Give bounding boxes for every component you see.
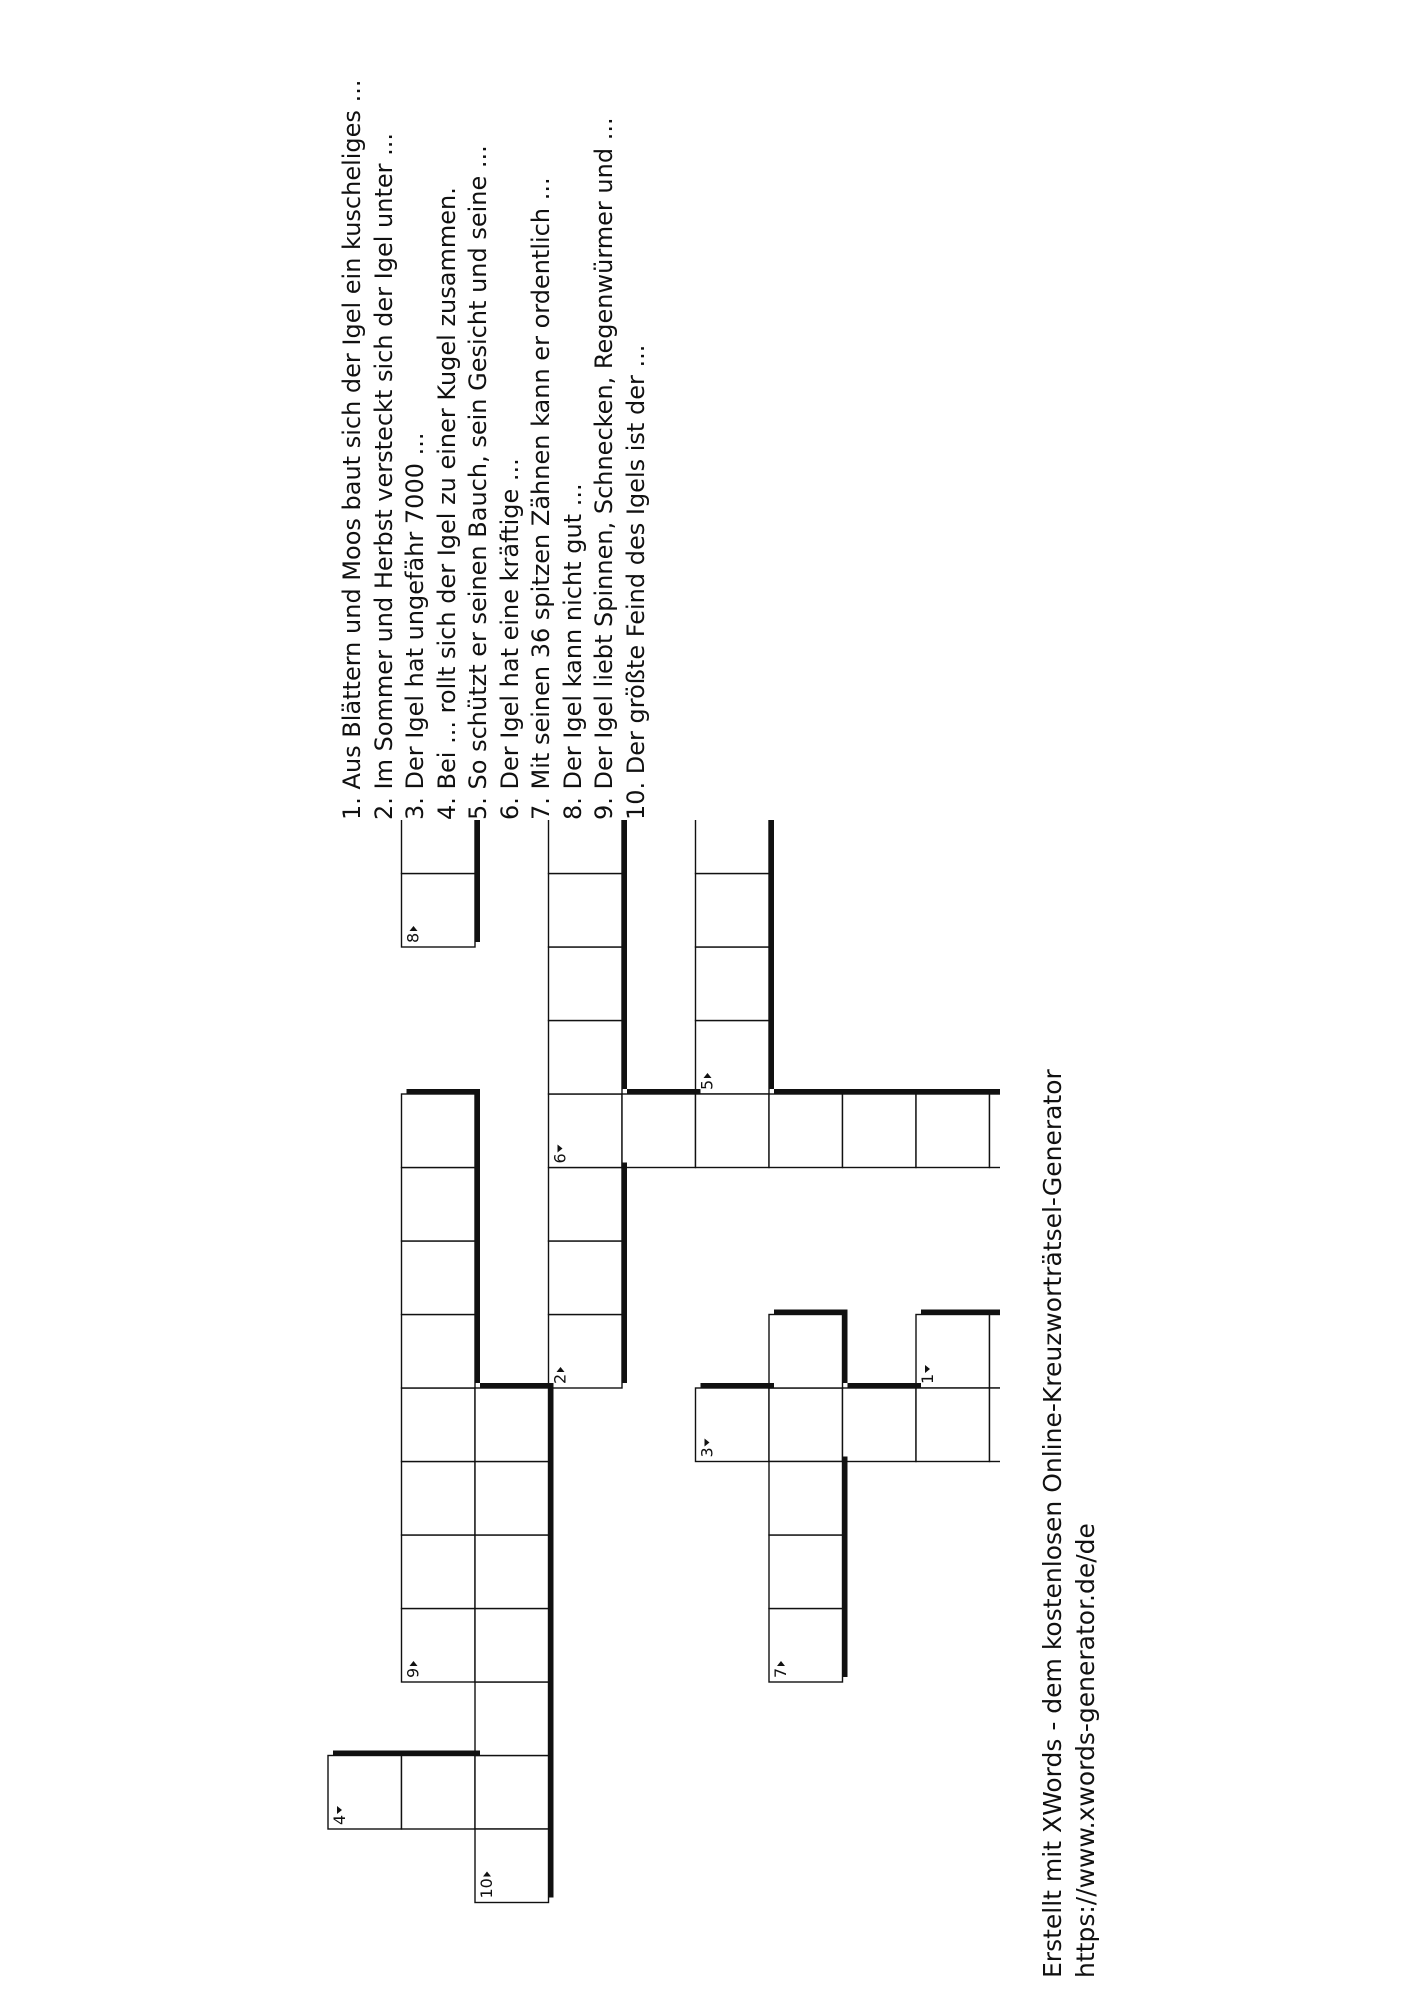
grid-cell[interactable]: [402, 1535, 476, 1609]
cell-shadow: [475, 820, 480, 869]
grid-cell[interactable]: [402, 1168, 476, 1242]
grid-cell[interactable]: [990, 1315, 1001, 1389]
generator-credit: [1036, 1069, 1102, 1978]
grid-cell[interactable]: [549, 1168, 623, 1242]
clue-item: 1. Aus Blättern und Moos baut sich der Igel ein kuscheliges ...: [338, 79, 366, 820]
grid-cell[interactable]: [402, 1094, 476, 1168]
clue-number-label: 6: [550, 1153, 570, 1164]
grid-cell[interactable]: [696, 1094, 770, 1168]
clue-text: Der Igel kann nicht gut ...: [558, 483, 587, 790]
clue-number-label: 1: [918, 1373, 937, 1384]
grid-cell[interactable]: [549, 947, 623, 1021]
cell-shadow: [627, 1089, 701, 1094]
crossword-grid: [0, 820, 1000, 2000]
cell-shadow: [843, 1457, 848, 1531]
clue-number-label: 3: [697, 1447, 717, 1458]
cell-shadow: [475, 1163, 480, 1237]
cell-shadow: [843, 1530, 848, 1604]
clue-text: Der Igel hat ungefähr 7000 ...: [401, 432, 429, 790]
grid-cell[interactable]: [402, 1756, 476, 1830]
clue-number: 6: [495, 804, 524, 820]
clue-number-label: 10: [477, 1878, 496, 1899]
grid-cell[interactable]: [402, 820, 476, 874]
cell-shadow: [333, 1751, 407, 1756]
clue-item: 4. Bei ... rollt sich der Igel zu einer Kugel zusammen.: [432, 187, 461, 820]
clue-item: 6. Der Igel hat eine kräftige ...: [495, 458, 524, 820]
cell-shadow: [848, 1089, 922, 1094]
cell-shadow: [622, 1163, 627, 1237]
clue-number: 4: [432, 804, 461, 820]
clue-item: 5. So schützt er seinen Bauch, sein Gesicht und seine ...: [464, 145, 492, 820]
clue-number: 2: [369, 804, 398, 820]
grid-cell[interactable]: [549, 820, 623, 874]
cell-shadow: [622, 942, 627, 1016]
cell-shadow: [549, 1677, 554, 1751]
grid-cell[interactable]: [990, 1094, 1001, 1168]
grid-cell[interactable]: [402, 1462, 476, 1536]
clue-number: 10: [621, 789, 650, 820]
clue-number-label: 2: [550, 1373, 570, 1384]
cell-shadow: [769, 820, 774, 869]
clue-number-label: 7: [771, 1667, 790, 1678]
cell-shadow: [769, 1016, 774, 1090]
clue-number: 8: [558, 804, 587, 820]
grid-cell[interactable]: [475, 1682, 549, 1756]
cell-shadow: [769, 942, 774, 1016]
clue-number-label: 5: [697, 1079, 717, 1090]
grid-cell[interactable]: [475, 1756, 549, 1830]
cell-shadow: [774, 1089, 848, 1094]
cell-shadow: [549, 1824, 554, 1898]
clue-item: 9. Der Igel liebt Spinnen, Schnecken, Regenwürmer und ...: [590, 117, 618, 820]
cell-shadow: [622, 820, 627, 869]
grid-cell[interactable]: [475, 1535, 549, 1609]
grid-cell[interactable]: [769, 1094, 843, 1168]
clue-item: 10. Der größte Feind des Igels ist der ...: [621, 344, 650, 820]
grid-cell[interactable]: [475, 1609, 549, 1683]
cell-shadow: [475, 869, 480, 943]
clue-text: Aus Blättern und Moos baut sich der Igel ein kuscheliges ...: [338, 79, 366, 790]
cell-shadow: [549, 1457, 554, 1531]
cell-shadow: [549, 1530, 554, 1604]
cell-shadow: [921, 1089, 995, 1094]
clue-item: 8. Der Igel kann nicht gut ...: [558, 483, 587, 820]
clue-number-label: 9: [403, 1667, 423, 1678]
grid-cell[interactable]: [696, 947, 770, 1021]
cell-shadow: [848, 1383, 922, 1388]
cell-shadow: [843, 1310, 848, 1384]
cell-shadow: [701, 1383, 775, 1388]
grid-cell[interactable]: [843, 1388, 917, 1462]
grid-cell[interactable]: [696, 820, 770, 874]
grid-cell[interactable]: [402, 1315, 476, 1389]
grid-cell[interactable]: [843, 1094, 917, 1168]
grid-cell[interactable]: [769, 1535, 843, 1609]
cell-shadow: [843, 1604, 848, 1678]
clue-item: 3. Der Igel hat ungefähr 7000 ...: [401, 432, 429, 820]
cell-shadow: [774, 1310, 848, 1315]
credit-line: Erstellt mit XWords - dem kostenlosen Online-Kreuzworträtsel-Generator: [1038, 1069, 1067, 1978]
clue-number: 5: [464, 804, 492, 820]
grid-cell[interactable]: [402, 1388, 476, 1462]
clue-text: Mit seinen 36 spitzen Zähnen kann er ordentlich ...: [527, 177, 555, 790]
cell-shadow: [475, 1310, 480, 1384]
clue-text: Der Igel hat eine kräftige ...: [495, 458, 524, 790]
clue-list: [337, 20, 652, 820]
grid-cell[interactable]: [475, 1462, 549, 1536]
grid-cell[interactable]: [549, 874, 623, 948]
cell-shadow: [549, 1383, 554, 1457]
cell-shadow: [407, 1751, 481, 1756]
grid-cell[interactable]: [916, 1388, 990, 1462]
grid-cells: [328, 820, 1000, 1903]
grid-cell[interactable]: [549, 1241, 623, 1315]
clue-number: 9: [590, 804, 618, 820]
cell-shadow: [549, 1604, 554, 1678]
clue-text: Im Sommer und Herbst versteckt sich der Igel unter ...: [369, 132, 398, 790]
grid-cell[interactable]: [622, 1094, 696, 1168]
clue-number: 7: [527, 804, 555, 820]
cell-shadow: [921, 1310, 995, 1315]
clue-number: 1: [338, 804, 366, 820]
cell-shadow: [995, 1089, 1001, 1094]
grid-cell[interactable]: [769, 1462, 843, 1536]
clue-text: Der Igel liebt Spinnen, Schnecken, Regenwürmer und ...: [590, 117, 618, 790]
grid-cell[interactable]: [549, 1021, 623, 1095]
cell-shadow: [995, 1310, 1001, 1315]
clue-number-label: 8: [403, 932, 423, 943]
grid-cell[interactable]: [916, 1094, 990, 1168]
grid-cell[interactable]: [475, 1388, 549, 1462]
cell-shadow: [480, 1383, 554, 1388]
clue-item: 7. Mit seinen 36 spitzen Zähnen kann er ordentlich ...: [527, 177, 555, 820]
grid-cell[interactable]: [769, 1315, 843, 1389]
clue-number-label: 4: [330, 1814, 349, 1825]
cell-shadow: [407, 1089, 481, 1094]
cell-shadow: [549, 1751, 554, 1825]
grid-cell[interactable]: [402, 1241, 476, 1315]
clue-number: 3: [401, 804, 429, 820]
cell-shadow: [622, 869, 627, 943]
grid-cell[interactable]: [990, 1388, 1001, 1462]
cell-shadow: [475, 1236, 480, 1310]
grid-cell[interactable]: [696, 874, 770, 948]
clue-text: So schützt er seinen Bauch, sein Gesicht und seine ...: [464, 145, 492, 790]
credit-url: https://www.xwords-generator.de/de: [1071, 1523, 1100, 1978]
cell-shadow: [622, 1016, 627, 1090]
cell-shadow: [622, 1310, 627, 1384]
grid-cell[interactable]: [769, 1388, 843, 1462]
cell-shadow: [475, 1089, 480, 1163]
clue-text: Der größte Feind des Igels ist der ...: [621, 344, 650, 775]
cell-shadow: [622, 1236, 627, 1310]
clue-text: Bei ... rollt sich der Igel zu einer Kugel zusammen.: [432, 187, 461, 790]
cell-shadow: [769, 869, 774, 943]
clue-item: 2. Im Sommer und Herbst versteckt sich der Igel unter ...: [369, 132, 398, 820]
